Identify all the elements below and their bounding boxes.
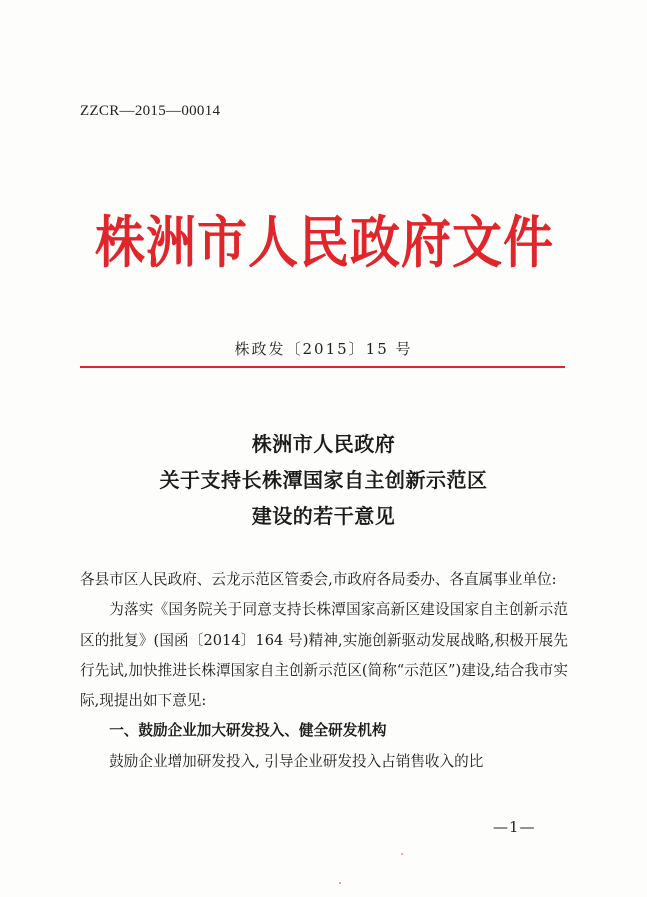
section-1-heading: 一、鼓励企业加大研发投入、健全研发机构 [109,722,387,740]
print-speck [339,882,341,884]
title-line-3: 建设的若干意见 [251,504,396,528]
document-body [80,565,568,777]
intro-paragraph: 为落实《国务院关于同意支持长株潭国家高新区建设国家自主创新示范区的批复》(国函〔2014〕164 号)精神,实施创新驱动发展战略,积极开展先行先试,加快推进长株潭国家自主创新示范区(简称“示范区”)建设,结合我市实际,现提出如下意见: [80,601,568,710]
document-title [0,426,647,534]
title-line-1: 株洲市人民政府 [251,432,396,456]
section-1-paragraph: 鼓励企业增加研发投入, 引导企业研发投入占销售收入的比 [109,752,484,770]
masthead-title: 株洲市人民政府文件 [95,209,554,276]
recipients-paragraph: 各县市区人民政府、云龙示范区管委会,市政府各局委办、各直属事业单位: [80,571,557,588]
page-number: —1— [493,818,536,836]
issue-number: 株政发〔2015〕15 号 [234,340,413,358]
document-code: ZZCR—2015—00014 [80,103,221,119]
print-speck [401,853,403,855]
title-line-2: 关于支持长株潭国家自主创新示范区 [159,468,488,492]
red-divider-line [80,366,565,368]
